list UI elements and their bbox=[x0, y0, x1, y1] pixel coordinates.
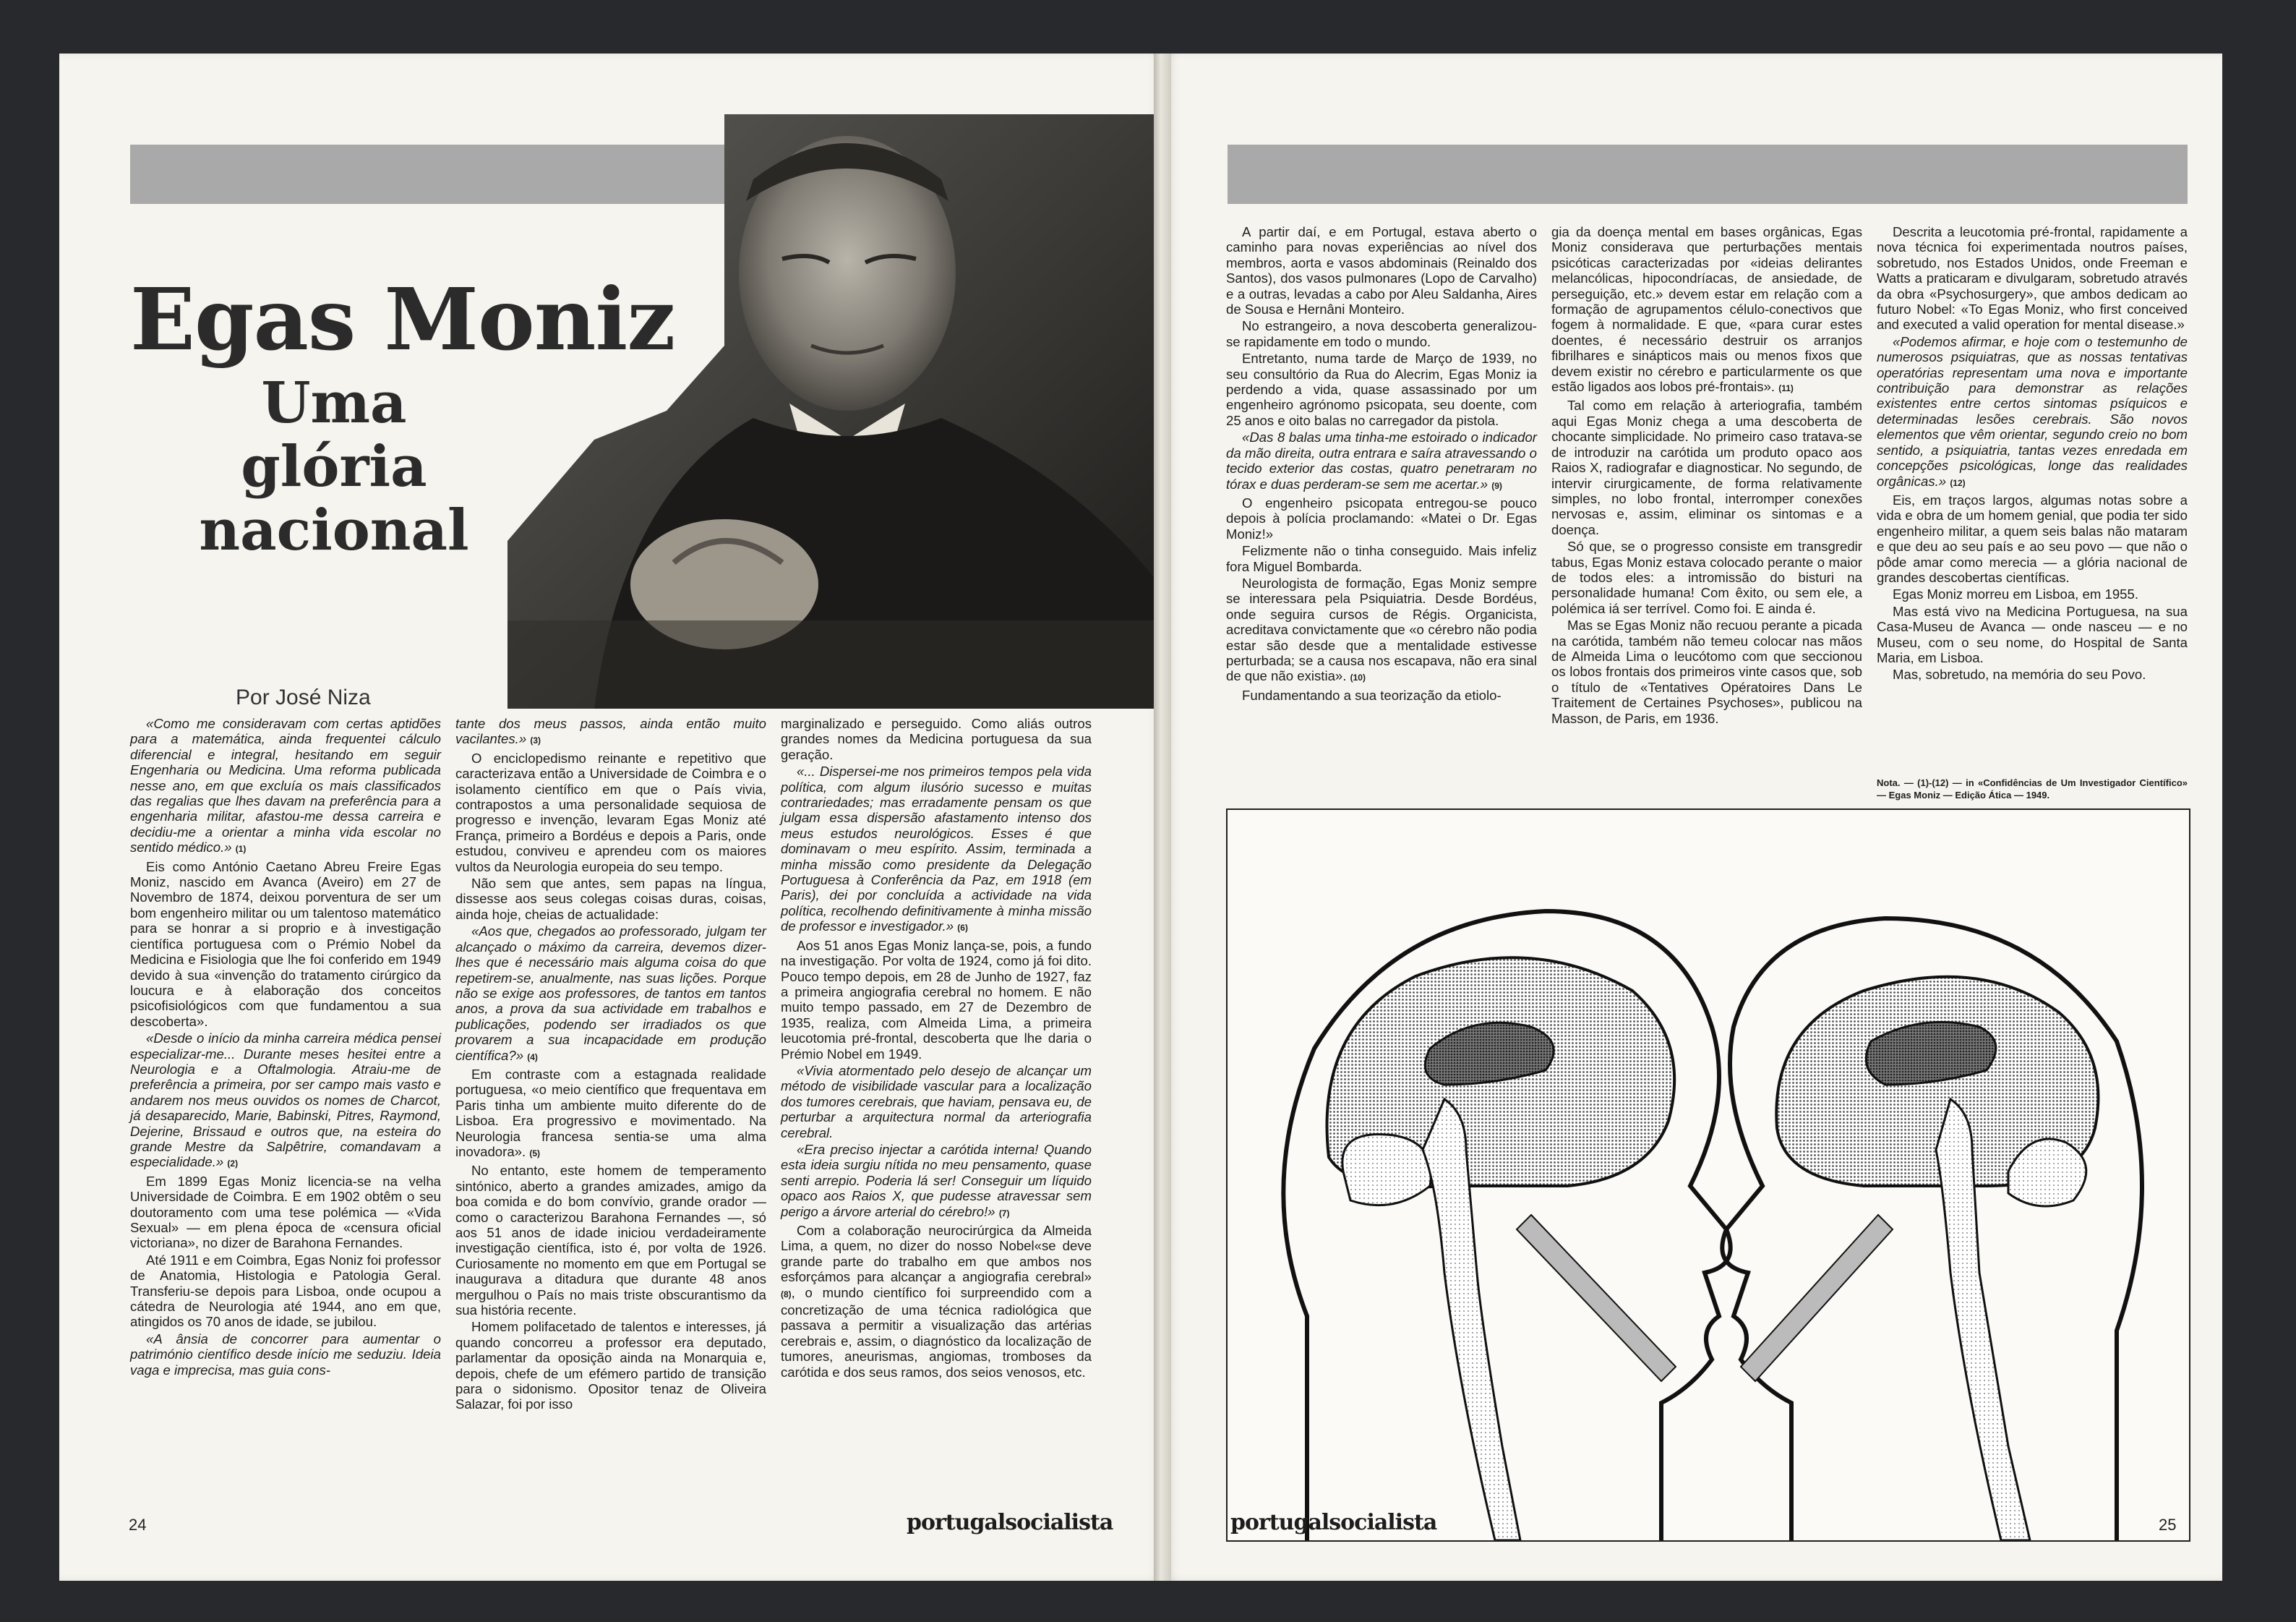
paragraph-text: A partir daí, e em Portugal, estava aberto o caminho para novas experiências ao nível dos membros, aorta e vasos abdominais (Reinaldo dos Santos), dos vasos pulmonares (Lopo de Carvalho) e a outras, levadas a cabo por Aleu Saldanha, Aires de Sousa e Hernâni Monteiro. bbox=[1226, 224, 1537, 317]
paragraph-text: Homem polifacetado de talentos e interesses, já quando concorreu a professor era deputado, parlamentar da oposição ainda na Monarquia e, depois, chefe de um efémero partido de transição para o sidonismo. Opositor tenaz de Oliveira Salazar, foi por isso bbox=[455, 1319, 766, 1412]
paragraph bbox=[1226, 318, 1537, 349]
paragraph bbox=[130, 716, 441, 858]
paragraph bbox=[455, 751, 766, 874]
paragraph-text: «A ânsia de concorrer para aumentar o património científico desde início me seduziu. Ideia vaga e imprecisa, mas guia cons- bbox=[130, 1331, 441, 1378]
paragraph-text: O enciclopedismo reinante e repetitivo que caracterizava então a Universidade de Coimbra e o isolamento científico em que o País vivia, contrapostos a uma personalidade sequiosa de progresso e invenção, levaram Egas Moniz até França, primeiro a Bordéus e depois a Paris, onde estudou, conviveu e aprendeu com os maiores vultos da Neurologia europeia do seu tempo. bbox=[455, 750, 766, 874]
paragraph bbox=[1226, 576, 1537, 686]
paragraph-text: «Aos que, chegados ao professorado, julgam ter alcançado o máximo da carreira, devemos dizer-lhes que é necessário mais alguma coisa do que repetirem-se, anualmente, nas suas lições. Porque não se exige aos professores, de tantos em tantos anos, a prova da sua actividade em trabalhos e publicações, podendo ser irradiados os que provarem a sua incapacidade em produção científica?» bbox=[455, 923, 766, 1063]
paragraph-text: Fundamentando a sua teorização da etiolo- bbox=[1242, 687, 1502, 703]
paragraph-text: Não sem que antes, sem papas na língua, dissesse aos seus colegas coisas duras, coisas, ainda hoje, cheias de actualidade: bbox=[455, 876, 766, 922]
paragraph bbox=[1877, 224, 2188, 333]
reference-marker: (5) bbox=[529, 1148, 541, 1158]
paragraph bbox=[1226, 495, 1537, 542]
brain-profile-diagram bbox=[1226, 808, 2190, 1542]
paragraph bbox=[130, 1174, 441, 1251]
paragraph bbox=[1551, 224, 1862, 396]
right-column-2 bbox=[1551, 224, 1862, 727]
left-leucotome-path bbox=[1517, 1215, 1676, 1381]
paragraph bbox=[455, 716, 766, 749]
paragraph bbox=[1551, 398, 1862, 537]
reference-marker: (12) bbox=[1950, 477, 1966, 488]
paragraph bbox=[455, 1163, 766, 1318]
paragraph-text: «Podemos afirmar, e hoje com o testemunho de numerosos psiquiatras, que as nossas tentativas operatórias representam uma nova e importante contribuição para demonstrar as relações existentes entre certos sintomas psíquicos e determinadas lesões cerebrais. São novos elementos que vêm orientar, segundo creio no bom sentido, a psiquiatria, tantas vezes enredada em concepções psicológicas, longe das realidades orgânicas.» bbox=[1877, 333, 2188, 489]
reference-marker: (3) bbox=[530, 735, 541, 746]
paragraph-text: Descrita a leucotomia pré-frontal, rapidamente a nova técnica foi experimentada noutros países, sobretudo, nos Estados Unidos, onde Freeman e Watts a praticaram e divulgaram, sobretudo através da obra «Psychosurgery», que ambos dedicam ao futuro Nobel: «To Egas Moniz, who first conceived and executed a valid operation for mental disease.» bbox=[1877, 224, 2188, 333]
paragraph-text: O engenheiro psicopata entregou-se pouco depois à polícia proclamando: «Matei o Dr. Egas Moniz!» bbox=[1226, 495, 1537, 542]
paragraph-text: Mas está vivo na Medicina Portuguesa, na sua Casa-Museu de Avanca — onde nasceu — e no Museu, com o seu nome, do Hospital de Santa Maria, em Lisboa. bbox=[1877, 603, 2188, 665]
reference-marker: (10) bbox=[1350, 673, 1366, 683]
brand-logo-left: portugalsocialista bbox=[907, 1510, 1113, 1535]
page-number-right: 25 bbox=[2159, 1516, 2177, 1534]
reference-marker: (7) bbox=[998, 1208, 1010, 1218]
reference-marker: (1) bbox=[235, 844, 247, 855]
paragraph-text: Mas se Egas Moniz não recuou perante a picada na carótida, também não temeu colocar nas mãos de Almeida Lima o leucótomo com que seccionou os lobos frontais dos primeiros vinte casos que, sob o título de «Tentatives Opératoires Dans Le Traitement de Certaines Psychoses», publicou na Masson, de Paris, em 1936. bbox=[1551, 618, 1862, 726]
paragraph-text: Só que, se o progresso consiste em transgredir tabus, Egas Moniz estava colocado perante o maior de todos eles: a intromissão do bisturi na personalidade humana! Com êxito, ou sem ele, a polémica iá ser terrível. Como foi. E ainda é. bbox=[1551, 539, 1862, 616]
footnote: Nota. — (1)-(12) — in «Confidências de Um Investigador Científico» — Egas Moniz — Edição Ática — 1949. bbox=[1877, 777, 2188, 801]
paragraph-text: Neurologista de formação, Egas Moniz sempre se interessara pela Psiquiatria. Desde Bordéus, onde seguira cursos de Régis. Organicista, acreditava convictamente que «o cérebro não podia estar são desde que a mentalidade estivesse perturbada; se a causa nos escapava, não era sinal de que não existia». bbox=[1226, 575, 1537, 684]
paragraph bbox=[455, 1067, 766, 1161]
paragraph-text: «... Dispersei-me nos primeiros tempos pela vida política, com algum ilusório sucesso e muitas contrariedades; mas erradamente pensam os que julgam essa dispersão afastamento intenso dos meus estudos neurológicos. Esses é que dominavam o meu espírito. Assim, terminada a minha missão como presidente da Delegação Portuguesa à Conferência da Paz, em 1918 (em Paris), dei por concluída a actividade na vida política, recolhendo definitivamente à minha missão de professor e investigador.» bbox=[781, 764, 1092, 934]
paragraph bbox=[781, 1063, 1092, 1140]
paragraph-text: Eis, em traços largos, algumas notas sobre a vida e obra de um homem genial, que podia ter sido engenheiro militar, a quem seis balas não mataram e que deu ao seu país e ao seu povo — que não o pôde amar como merecia — a glória nacional de grandes descobertas científicas. bbox=[1877, 492, 2188, 585]
paragraph bbox=[1226, 543, 1537, 574]
author-portrait-photo bbox=[507, 114, 1154, 709]
paragraph bbox=[1226, 351, 1537, 428]
paragraph-text: Até 1911 e em Coimbra, Egas Noniz foi professor de Anatomia, Histologia e Patologia Geral. Transferiu-se depois para Lisboa, onde ocupou a cátedra de Neurologia até 1944, ano em que, atingidos os 70 anos de idade, se jubilou. bbox=[130, 1252, 441, 1330]
paragraph-text: marginalizado e perseguido. Como aliás outros grandes nomes da Medicina portuguesa da sua geração. bbox=[781, 716, 1092, 762]
paragraph bbox=[130, 1331, 441, 1378]
left-column-2 bbox=[455, 716, 766, 1414]
left-column-3 bbox=[781, 716, 1092, 1381]
paragraph-text: «Era preciso injectar a carótida interna! Quando esta ideia surgiu nítida no meu pensamento, quase senti arrepio. Poderia lá ser! Conseguir um líquido opaco aos Raios X, que pudesse atravessar sem perigo a árvore arterial do cérebro!» bbox=[781, 1141, 1092, 1219]
paragraph-text-tail: , o mundo científico foi surpreendido com a concretização de uma técnica radiológica que passava a permitir a visualização das artérias cerebrais e, assim, o diagnóstico da localização de tumores, aneurismas, angiomas, tromboses da carótida e dos seus ramos, dos seios venosos, etc. bbox=[781, 1284, 1092, 1380]
paragraph-text: No estrangeiro, a nova descoberta generalizou-se rapidamente em todo o mundo. bbox=[1226, 318, 1537, 349]
paragraph bbox=[781, 938, 1092, 1062]
paragraph bbox=[1877, 492, 2188, 585]
page-number-left: 24 bbox=[129, 1516, 147, 1534]
paragraph bbox=[130, 1252, 441, 1330]
paragraph bbox=[781, 1223, 1092, 1380]
reference-marker: (4) bbox=[527, 1051, 538, 1062]
paragraph-text: No entanto, este homem de temperamento sintónico, aberto a grandes amizades, amigo da boa comida e do bom convívio, grande orador — como o caracterizou Barahona Fernandes —, só aos 51 anos de idade iniciou verdadeiramente investigação científica, isto é, por volta de 1926. Curiosamente no momento em que em Portugal se inaugurava a ditadura que durante 48 anos mergulhou o País no mais triste obscurantismo da sua história recente. bbox=[455, 1163, 766, 1318]
paragraph bbox=[1551, 539, 1862, 616]
paragraph bbox=[781, 716, 1092, 762]
paragraph bbox=[781, 1142, 1092, 1221]
paragraph-text: Mas, sobretudo, na memória do seu Povo. bbox=[1893, 667, 2146, 683]
paragraph bbox=[455, 923, 766, 1065]
right-column-1 bbox=[1226, 224, 1537, 704]
brand-logo-right: portugalsocialista bbox=[1230, 1510, 1437, 1535]
header-band-right bbox=[1228, 145, 2188, 204]
paragraph-text: tante dos meus passos, ainda então muito vacilantes.» bbox=[455, 716, 766, 747]
paragraph-text: Com a colaboração neurocirúrgica da Almeida Lima, a quem, no dizer do nosso Nobel«se deve grande parte do trabalho em que ambos nos esforçámos para alcançar a angiografia cerebral» bbox=[781, 1223, 1092, 1285]
paragraph-text: «Como me consideravam com certas aptidões para a matemática, ainda frequentei cálculo diferencial e integral, hesitando em seguir Engenharia ou Medicina. Uma reforma publicada nesse ano, em que excluía os mais classificados das regalias que lhes davam na preferência para a engenharia militar, afastou-me dessa carreira e decidiu-me a orientar a minha vida escolar no sentido médico.» bbox=[130, 716, 441, 855]
paragraph-text: Em 1899 Egas Moniz licencia-se na velha Universidade de Coimbra. E em 1902 obtêm o seu doutoramento com uma tese polémica — «Vida Sexual» — em plena época de «censura oficial victoriana», no dizer de Barahona Fernandes. bbox=[130, 1173, 441, 1251]
paragraph-text: gia da doença mental em bases orgânicas, Egas Moniz considerava que perturbações mentais psicóticas caracterizadas por «ideias delirantes melancólicas, hipocondríacas, de ansiedade, de perseguição, etc.» devem estar em relação com a formação de agrupamentos célulo-conectivos que fogem à normalidade. E que, «para curar estes doentes, é necessário destruir os arranjos fibrilhares e sinápticos mais ou menos fixos que devem existir no cérebro e particularmente os que estão ligados aos lobos pré-frontais». bbox=[1551, 224, 1862, 395]
right-page-content bbox=[1162, 54, 2222, 1581]
paragraph bbox=[1877, 604, 2188, 666]
paragraph bbox=[130, 859, 441, 1029]
paragraph bbox=[1877, 334, 2188, 491]
byline: Por José Niza bbox=[236, 686, 371, 709]
paragraph bbox=[1877, 586, 2188, 602]
left-page-content bbox=[59, 54, 1165, 1581]
paragraph-text: Felizmente não o tinha conseguido. Mais infeliz fora Miguel Bombarda. bbox=[1226, 543, 1537, 574]
article-title: Egas Moniz bbox=[130, 269, 675, 370]
paragraph bbox=[1226, 224, 1537, 317]
right-leucotome-path bbox=[1741, 1215, 1893, 1381]
paragraph-text: Em contraste com a estagnada realidade portuguesa, «o meio científico que frequentava em Paris tinha um ambiente muito diferente do de Lisboa. Era progressivo e movimentado. Na Neurologia francesa sentia-se uma alma inovadora». bbox=[455, 1066, 766, 1159]
left-column-1 bbox=[130, 716, 441, 1379]
reference-marker: (8) bbox=[781, 1289, 792, 1299]
paragraph-text: Entretanto, numa tarde de Março de 1939, no seu consultório da Rua do Alecrim, Egas Moniz ia perdendo a vida, quase assassinado por um engenheiro agrónomo psicopata, seu doente, com 25 anos e oito balas no carregador da pistola. bbox=[1226, 351, 1537, 428]
right-column-3 bbox=[1877, 224, 2188, 684]
paragraph bbox=[781, 764, 1092, 936]
paragraph bbox=[455, 1319, 766, 1412]
notes bbox=[1877, 769, 2188, 803]
paragraph bbox=[1226, 688, 1537, 703]
paragraph bbox=[1551, 618, 1862, 726]
article-subtitle bbox=[182, 372, 486, 563]
reference-marker: (2) bbox=[227, 1158, 239, 1169]
reference-marker: (11) bbox=[1778, 383, 1794, 394]
paragraph bbox=[130, 1030, 441, 1172]
subtitle-line-1: Uma glória bbox=[241, 370, 427, 500]
paragraph-text: Egas Moniz morreu em Lisboa, em 1955. bbox=[1893, 586, 2139, 602]
reference-marker: (6) bbox=[957, 923, 968, 934]
paragraph bbox=[1877, 667, 2188, 682]
paragraph-text: Aos 51 anos Egas Moniz lança-se, pois, a fundo na investigação. Por volta de 1924, como já foi dito. Pouco tempo depois, em 28 de Junho de 1927, faz a primeira angiografia cerebral no homem. E não muito tempo passado, em 27 de Dezembro de 1935, realiza, com Almeida Lima, a primeira leucotomia pré-frontal, descoberta que lhe daria o Prémio Nobel em 1949. bbox=[781, 937, 1092, 1062]
reference-marker: (9) bbox=[1491, 480, 1502, 491]
paragraph-text: Tal como em relação à arteriografia, também aqui Egas Moniz chega a uma descoberta de chocante simplicidade. No primeiro caso tratava-se de introduzir na carótida um produto opaco aos Raios X, radiografar e diagnosticar. No segundo, de intervir cirurgicamente, de forma relativamente simples, no lobo frontal, interromper conexões nervosas e, assim, eliminar os sintomas e a doença. bbox=[1551, 398, 1862, 537]
subtitle-line-2: nacional bbox=[199, 498, 469, 563]
paragraph-text: Eis como António Caetano Abreu Freire Egas Moniz, nascido em Avanca (Aveiro) em 27 de Novembro de 1874, deixou porventura de ser um bom engenheiro militar ou um talentoso matemático para se honrar a si proprio e à investigação científica portuguesa com o Prémio Nobel da Medicina e Fisiologia que lhe foi conferido em 1949 devido à sua «invenção do tratamento cirúrgico da loucura e à elaboração dos conceitos psicofisiológicos com que fundamentou a sua descoberta». bbox=[130, 858, 441, 1029]
paragraph bbox=[1226, 430, 1537, 494]
paragraph-text: «Vivia atormentado pelo desejo de alcançar um método de visibilidade vascular para a localização dos tumores cerebrais, que haviam, pensava eu, de perturbar a arquitectura normal da arteriografia cerebral. bbox=[781, 1062, 1092, 1140]
left-cerebellum bbox=[1342, 1135, 1431, 1205]
paragraph-text: «Desde o início da minha carreira médica pensei especializar-me... Durante meses hesitei entre a Neurologia e a Oftalmologia. Atraiu-me de preferência a primeira, por ser campo mais vasto e andarem nos meus ouvidos os nomes de Charcot, já desaparecido, Marie, Babinski, Pitres, Raymond, Dejerine, Brissaud e outros que, na esteira do grande Mestre da Salpêtrire, comandavam a especialidade.» bbox=[130, 1030, 441, 1170]
paragraph-text: «Das 8 balas uma tinha-me estoirado o indicador da mão direita, outra entrara e saíra atravessando o tecido exterior das costas, quatro penetraram no tórax e duas perderam-se sem me acertar.» bbox=[1226, 430, 1537, 492]
paragraph bbox=[455, 876, 766, 922]
